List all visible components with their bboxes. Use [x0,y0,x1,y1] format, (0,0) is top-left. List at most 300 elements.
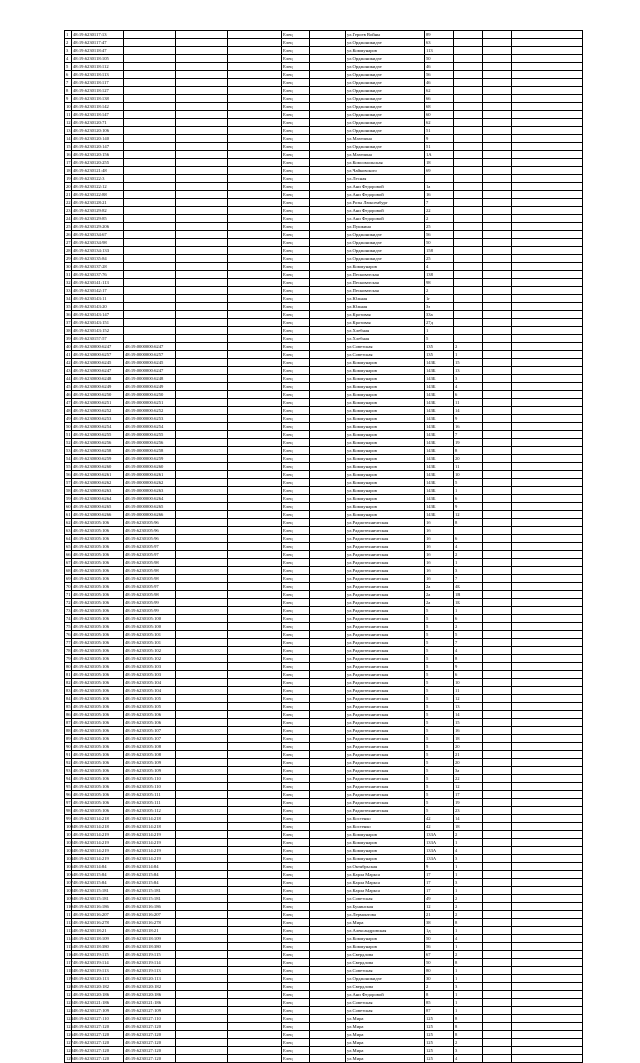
cell-apt: 1 [454,1007,483,1015]
table-row [65,439,583,447]
cell-prev: 48:19:6230105:99 [124,599,176,607]
cell-street: ул.Кротовая [346,319,425,327]
cell-apt: 3 [454,375,483,383]
cell-empty [228,479,282,487]
cell-empty [310,271,346,279]
cell-n: 1 [65,31,72,39]
cell-apt [454,335,483,343]
cell-street: ул.Лесная [346,175,425,183]
cell-empty [310,823,346,831]
cell-street: ул.Коммунаров [346,423,425,431]
cell-empty [176,639,228,647]
cell-cad: 48:19:6230105:106 [72,519,124,527]
cell-empty [310,751,346,759]
table-row [65,367,583,375]
cell-prev: 48:19:6230115:181 [124,887,176,895]
cell-n: 83 [66,687,71,693]
cell-empty [310,679,346,687]
cell-town: Елец [282,799,310,807]
cell-n: 25 [66,223,71,229]
cell-empty [228,823,282,831]
cell-cad: 48:19:6230122:12 [72,183,124,191]
cell-empty [310,655,346,663]
cell-street: ул.Радиотехническая [346,807,425,815]
cell-n: 44 [66,375,71,381]
cell-empty [310,735,346,743]
cell-prev: 48:19:6230105:104 [124,679,176,687]
cell-cad: 48:19:6230105:106 [72,671,124,679]
cell-empty [310,183,346,191]
cell-empty [512,695,583,703]
cell-street: ул.Орджоникидзе [346,239,425,247]
cell-house: 4 [425,263,454,271]
cell-empty [310,999,346,1007]
cell-empty [176,743,228,751]
cell-prev: 48:19:0000000:6254 [124,423,176,431]
cell-empty [176,679,228,687]
cell-empty [512,415,583,423]
cell-empty [176,535,228,543]
cell-street: ул.Орджоникидзе [346,127,425,135]
cell-empty [512,391,583,399]
cell-n: 97 [66,799,71,805]
cell-house: 12 [425,903,454,911]
cell-street: ул.Орджоникидзе [346,255,425,263]
cell-prev: 48:19:6230127:109 [124,1007,176,1015]
cell-empty [483,431,512,439]
cell-street: ул.Радиотехническая [346,575,425,583]
cell-empty [176,407,228,415]
cell-street: ул.Свердлова [346,983,425,991]
cell-house: 5 [425,335,454,343]
cell-house: 138 [425,271,454,279]
cell-empty [483,687,512,695]
cell-empty [310,711,346,719]
cell-empty [512,655,583,663]
cell-house: 5 [425,791,454,799]
cell-house: 56 [425,943,454,951]
cell-empty [483,767,512,775]
cell-town: Елец [282,383,310,391]
table-row [65,863,583,871]
cell-empty [228,159,282,167]
cell-empty [512,407,583,415]
cell-apt: 8 [454,655,483,663]
cell-n: 64 [66,535,71,541]
cell-empty [483,111,512,119]
cell-town: Елец [282,103,310,111]
cell-prev: 48:19:6230105:100 [124,623,176,631]
cell-n: 127 [66,1039,73,1045]
cell-house: 143Б [425,415,454,423]
cell-empty [228,847,282,855]
cell-street: ул.Коммунаров [346,935,425,943]
cell-street: ул.Коммунаров [346,47,425,55]
cell-house: 50 [425,935,454,943]
cell-n: 29 [66,255,71,261]
cell-empty [176,255,228,263]
cell-house: 3з [425,303,454,311]
cell-house: 143Б [425,367,454,375]
cell-cad: 48:19:6230120:182 [72,983,124,991]
cell-empty [512,599,583,607]
cell-cad: 48:19:6230116:207 [72,911,124,919]
table-row [65,47,583,55]
cell-n: 60 [66,503,71,509]
cell-empty [310,375,346,383]
cell-empty [228,319,282,327]
cell-street: ул.Радиотехническая [346,727,425,735]
cell-town: Елец [282,975,310,983]
cell-street: ул.Радиотехническая [346,671,425,679]
cell-empty [310,583,346,591]
table-row [65,983,583,991]
table-row [65,751,583,759]
cell-empty [228,1047,282,1055]
cell-cad: 48:19:6230105:106 [72,791,124,799]
cell-cad: 48:19:6230115:84 [72,879,124,887]
cell-empty [176,399,228,407]
cell-empty [310,199,346,207]
cell-empty [483,919,512,927]
cell-prev: 48:19:6230105:98 [124,559,176,567]
cell-apt: 11 [454,687,483,695]
cell-empty [512,591,583,599]
cell-town: Елец [282,151,310,159]
cell-apt: 20 [454,455,483,463]
cell-town: Елец [282,943,310,951]
cell-street: ул.Радиотехническая [346,591,425,599]
cell-street: ул.Коммунаров [346,263,425,271]
cell-n: 112 [66,919,73,925]
cell-empty [176,287,228,295]
cell-house: 143Б [425,383,454,391]
cell-town: Елец [282,375,310,383]
cell-cad: 48:19:6230127:120 [72,1047,124,1055]
cell-street: ул.Мира [346,919,425,927]
cell-empty [176,79,228,87]
cell-empty [483,303,512,311]
cell-empty [310,511,346,519]
cell-n: 109 [66,895,73,901]
cell-n: 7 [65,79,72,87]
cell-town: Елец [282,471,310,479]
cell-street: ул.Мира [346,1047,425,1055]
cell-n: 15 [66,143,71,149]
cell-cad: 48:19:6230000:6252 [72,407,124,415]
cell-cad: 48:19:6230122:3 [72,175,124,183]
cell-n: 114 [66,935,73,941]
cell-empty [310,63,346,71]
cell-empty [483,911,512,919]
cell-apt [454,183,483,191]
cell-empty [176,839,228,847]
cell-empty [228,639,282,647]
cell-prev: 48:19:6230114:219 [124,847,176,855]
cell-empty [176,999,228,1007]
cell-empty [176,647,228,655]
table-row [65,479,583,487]
cell-house: 51 [425,127,454,135]
cell-empty [512,327,583,335]
cell-n: 2 [65,39,72,47]
cell-street: ул.Песковатская [346,271,425,279]
cell-town: Елец [282,111,310,119]
cell-cad: 48:19:6230127:120 [72,1055,124,1063]
cell-empty [512,55,583,63]
cell-empty [483,527,512,535]
cell-empty [483,695,512,703]
cell-town: Елец [282,135,310,143]
cell-street: ул.Свердлова [346,959,425,967]
cell-prev: 48:19:6230105:110 [124,783,176,791]
cell-cad: 48:19:6230117:47 [72,39,124,47]
cell-street: ул.Радиотехническая [346,711,425,719]
cell-cad: 48:19:6230127:120 [72,1039,124,1047]
cell-empty [512,367,583,375]
cell-house: 38 [425,919,454,927]
cell-empty [176,1007,228,1015]
cell-apt [454,295,483,303]
cell-town: Елец [282,1007,310,1015]
cell-apt: 1 [454,559,483,567]
cell-empty [310,1031,346,1039]
cell-empty [512,783,583,791]
cell-street: ул.Хлебная [346,335,425,343]
cell-street: ул.Южная [346,295,425,303]
cell-street: ул.Мира [346,1015,425,1023]
cell-empty [483,79,512,87]
table-row [65,223,583,231]
cell-empty [483,399,512,407]
cell-cad: 48:19:6230105:106 [72,679,124,687]
cell-n: 11 [66,111,71,117]
cell-empty [228,167,282,175]
cell-empty [512,991,583,999]
cell-house: 5 [425,647,454,655]
cell-empty [228,831,282,839]
cell-empty [176,63,228,71]
cell-apt: 19 [454,439,483,447]
cell-town: Елец [282,999,310,1007]
cell-n: 128 [66,1047,73,1053]
cell-cad: 48:19:6230134:98 [72,239,124,247]
cell-empty [512,279,583,287]
cell-cad: 48:19:6230105:106 [72,719,124,727]
cell-prev: 48:19:6230119:113 [124,967,176,975]
cell-empty [483,391,512,399]
cell-empty [512,983,583,991]
cell-empty [310,119,346,127]
cell-empty [176,919,228,927]
cell-empty [228,591,282,599]
cell-house: 66 [425,95,454,103]
cell-town: Елец [282,439,310,447]
cell-n: 14 [66,135,71,141]
table-row [65,543,583,551]
cell-empty [483,231,512,239]
cell-apt: 18 [454,823,483,831]
cell-cad: 48:19:6230120:71 [72,119,124,127]
cell-empty [228,87,282,95]
cell-empty [228,367,282,375]
cell-empty [228,799,282,807]
cell-empty [310,671,346,679]
cell-empty [310,423,346,431]
cell-prev: 48:19:0000000:6252 [124,407,176,415]
cell-cad: 48:19:6230105:106 [72,631,124,639]
cell-empty [483,559,512,567]
cell-empty [483,871,512,879]
cell-empty [483,415,512,423]
cell-n: 93 [66,767,71,773]
cell-apt: 12 [454,695,483,703]
cell-empty [310,575,346,583]
cell-empty [483,959,512,967]
table-row [65,575,583,583]
cell-house: 5 [425,807,454,815]
table-row [65,287,583,295]
cell-empty [228,519,282,527]
cell-house: 8 [425,991,454,999]
cell-house: 143Б [425,407,454,415]
cell-empty [310,551,346,559]
cell-empty [512,839,583,847]
cell-prev: 48:19:6230115:84 [124,871,176,879]
table-row [65,463,583,471]
cell-empty [483,735,512,743]
table-row [65,959,583,967]
cell-cad: 48:19:6230119:113 [72,967,124,975]
cell-cad: 48:19:6230105:106 [72,623,124,631]
cell-cad: 48:19:6230157:57 [72,335,124,343]
cell-empty [483,535,512,543]
cell-empty [512,895,583,903]
cell-prev: 48:19:6230119:114 [124,959,176,967]
cell-town: Елец [282,335,310,343]
cell-cad: 48:19:6230143:20 [72,303,124,311]
cell-street: ул.Песковатская [346,279,425,287]
cell-cad: 48:19:6230105:106 [72,767,124,775]
cell-prev [124,159,176,167]
table-row [65,111,583,119]
cell-empty [176,799,228,807]
cell-n: 103 [66,847,73,853]
cell-house: 17 [425,887,454,895]
cell-n: 124 [66,1015,73,1021]
cell-house: 2 [425,287,454,295]
cell-empty [483,271,512,279]
cell-prev: 48:19:6230105:102 [124,655,176,663]
cell-town: Елец [282,791,310,799]
cell-cad: 48:19:6230114:84 [72,863,124,871]
cell-town: Елец [282,423,310,431]
cell-town: Елец [282,551,310,559]
cell-empty [228,567,282,575]
cell-prev: 48:19:0000000:6263 [124,487,176,495]
cell-empty [483,119,512,127]
cell-house: 60 [425,111,454,119]
cell-empty [310,727,346,735]
cell-street: ул.Кротовая [346,311,425,319]
cell-empty [310,71,346,79]
table-row [65,175,583,183]
cell-house: 42 [425,823,454,831]
cell-empty [228,71,282,79]
cell-prev: 48:19:6230127:120 [124,1031,176,1039]
cell-prev [124,319,176,327]
cell-empty [310,143,346,151]
cell-street: ул.Радиотехническая [346,783,425,791]
cell-prev [124,175,176,183]
cell-cad: 48:19:6230122:88 [72,191,124,199]
cell-apt [454,215,483,223]
cell-empty [176,511,228,519]
cell-empty [228,327,282,335]
cell-empty [228,463,282,471]
cell-empty [176,991,228,999]
cell-apt: 1 [454,887,483,895]
cell-empty [228,215,282,223]
cell-empty [483,503,512,511]
cell-empty [176,135,228,143]
cell-n: 39 [66,335,71,341]
cell-apt: 2 [454,343,483,351]
cell-street: ул.Советская [346,343,425,351]
cell-n: 35 [66,303,71,309]
cell-cad: 48:19:6230000:6254 [72,423,124,431]
cell-empty [483,487,512,495]
cell-house: 5 [425,615,454,623]
cell-house: 1г [425,295,454,303]
table-row [65,191,583,199]
cell-prev: 48:19:0000000:6264 [124,495,176,503]
cell-town: Елец [282,567,310,575]
cell-cad: 48:19:6230127:120 [72,1023,124,1031]
cell-town: Елец [282,703,310,711]
cell-street: ул.Героев Войны [346,31,425,39]
cell-street: ул.Карла Маркса [346,879,425,887]
cell-empty [310,703,346,711]
cell-empty [228,791,282,799]
cell-empty [512,423,583,431]
cell-cad: 48:19:6230000:6258 [72,447,124,455]
cell-empty [176,887,228,895]
cell-prev: 48:19:6230105:108 [124,743,176,751]
cell-house [425,175,454,183]
cell-cad: 48:19:6230118:380 [72,943,124,951]
cell-apt: 20 [454,759,483,767]
cell-empty [228,95,282,103]
table-row [65,327,583,335]
cell-street: ул.Коммунаров [346,495,425,503]
cell-prev: 48:19:6230105:109 [124,767,176,775]
cell-empty [483,663,512,671]
cell-empty [310,207,346,215]
cell-empty [176,311,228,319]
cell-cad: 48:19:6230118:109 [72,935,124,943]
cell-apt: 14 [454,711,483,719]
cell-empty [176,495,228,503]
cell-empty [228,679,282,687]
cell-empty [176,847,228,855]
cell-apt: 3 [454,1047,483,1055]
cell-empty [176,151,228,159]
cell-n: 73 [66,607,71,613]
cell-empty [310,975,346,983]
cell-empty [310,831,346,839]
cell-apt [454,255,483,263]
